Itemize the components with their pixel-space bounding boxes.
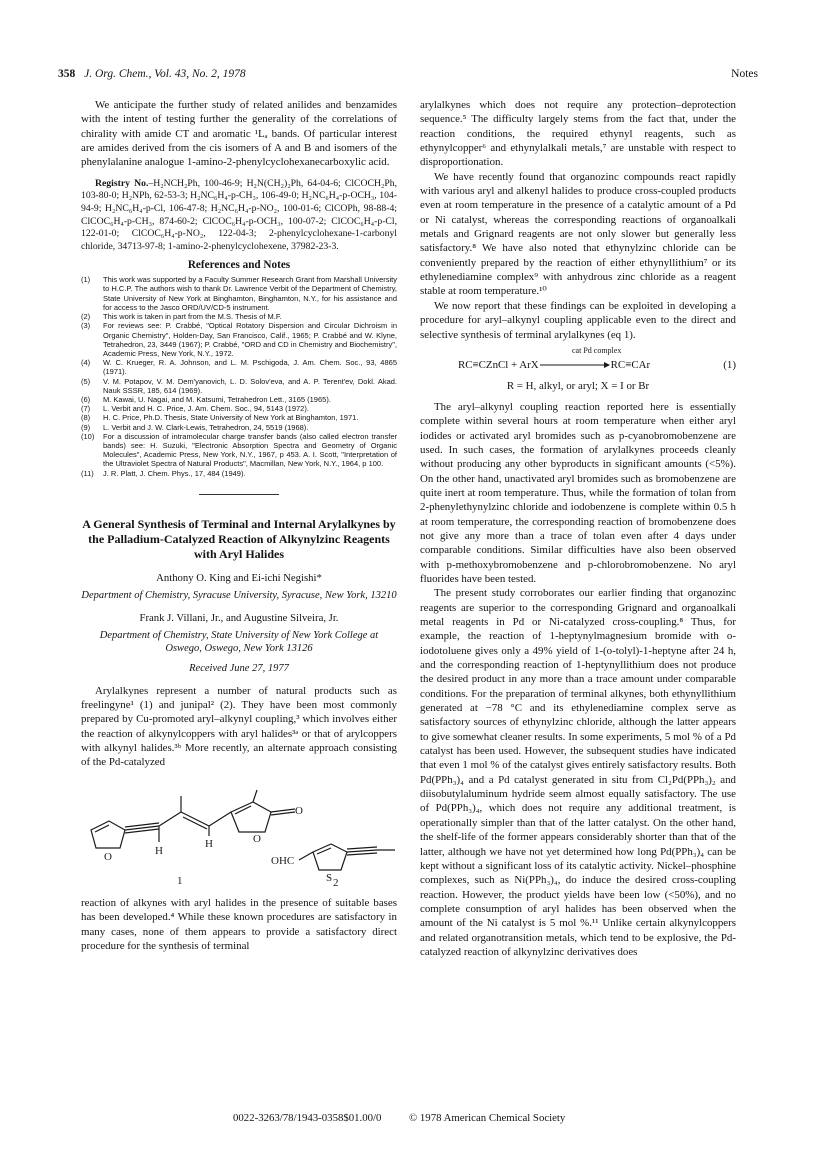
registry-text: –H₂NCH₂Ph, 100-46-9; H₂N(CH₂)₂Ph, 64-04-6; ClCOCH₂Ph, 103-80-0; H₂NPh, 62-53-3; H₂NC₆H₄-p-CH₃, 106-49-0; H₂NC₆H₄-p-OCH₃, 104-94-9; H₂NC₆H₄-p-Cl, 106-47-8; H₂NC₆H₄-p-NO₂, 100-01-6; ClCOPh, 98-88-4; ClCOC₆H₄-p-CH₃, 874-60-2; ClCOC₆H₄-p-OCH₃, 100-07-2; ClCOC₆H₄-p-Cl, 122-01-0; ClCOC₆H₄-p-NO₂, 122-04-3; 2-phenylcyclohexane-1-carbonyl chloride, 34713-97-8; 1-amino-2-phenylcyclohexene, 37982-23-3. [81,177,397,252]
alkene-bond [159,812,181,826]
ring-methyl [253,790,257,802]
equation-1 [420,344,736,378]
reference-item: (9) L. Verbit and J. W. Clark-Lewis, Tetrahedron, 24, 5519 (1968). [81,422,309,432]
equation-conditions: R = H, alkyl, or aryl; X = I or Br [506,379,650,392]
alkyne-bond-2 [347,850,377,852]
equation-product: RC≡CAr [610,358,651,371]
compound-label-2: 2 [333,876,339,888]
compound-label-1: 1 [177,874,183,887]
equation-reactants: RC≡CZnCl + ArX [458,358,539,371]
reference-item: (8) H. C. Price, Ph.D. Thesis, State University of New York at Binghamton, 1971. [81,413,359,423]
reference-item: (5) V. M. Potapov, V. M. Dem'yanovich, L. D. Solov'eva, and A. P. Terent'ev, Dokl. Akad. Nauk SSSR, 185, 614 (1969). [81,376,397,395]
article-divider [199,494,279,495]
running-header [58,68,758,84]
references-list [81,275,397,477]
reference-item: (3) For reviews see: P. Crabbé, "Optical Rotatory Dispersion and Circular Dichroism in Organic Chemistry", Holden-Day, San Francisco, Calif., 1965; P. Crabbé and W. Klyne, Tetrahedron, 23, 3449 (1967); P. Crabbé, "ORD and CD in Chemistry and Biochemistry", Academic Press, New York, N.Y., 1972. [81,321,397,358]
body-paragraph: The present study corroborates our earlier finding that organozinc reagents are superior to the corresponding Grignard and organoalkali metal reagents in Pd or Ni-catalyzed cross-coupling.⁸ Thus, for example, the reaction of 1-heptynylmagnesium bromide with o-iodotoluene gives only a 49% yield of 1-(o-tolyl)-1-heptyne after 24 h, and the corresponding reaction of 1-heptynyllithium does not produce the desired product in any more than a trace amount under comparable conditions. For the preparation of terminal alkynes, both ethynyllithium generated at −78 °C and its ethylenediamine complex serve as satisfactory sources of ethynylzinc chloride, although the latter appears to give somewhat cleaner results. In some experiments, 5 mol % of a Pd catalyst has been used. However, the subsequent studies have indicated that even 1 mol % of the catalyst gives entirely satisfactory results. Both Pd(PPh₃)₄ and a Pd catalyst generated in situ from Cl₂Pd(PPh₃)₂ and diisobutylaluminum hydride seem almost equally satisfactory. The use of Pd(PPh₃)₄, which does not require any additional treatment, is operationally simpler than that of the latter catalyst. On the other hand, the shelf-life of the former appears considerably shorter than that of the latter, although we have not yet determined how long Pd(PPh₃)₄ can be kept without a significant loss of its catalytic activity. Nickel–phosphine complexes, such as Ni(PPh₃)₄, do induce the desired cross-coupling reaction. However, the product yields have been low (<50%), and no complete consumption of aryl halides has been observed when the amount of the Ni catalyst is 5 mol %.¹¹ Unlike certain alkynylcoppers and related organotransition metals, which tend to be explosive, the Pd-catalyzed reaction of alkynylzinc derivatives does [420,587,736,958]
header-left [58,68,246,80]
carbonyl-bond [271,809,295,812]
equation-number: (1) [723,358,736,371]
reference-item: (2) This work is taken in part from the M.S. Thesis of M.F. [81,312,282,322]
right-column [420,98,736,959]
references-heading: References and Notes [187,259,291,272]
registry-numbers [81,178,397,254]
lactone-oxygen-label: O [253,832,261,845]
equation-body [458,358,650,372]
article-title: A General Synthesis of Terminal and Internal Arylalkynes by the Palladium-Catalyzed Reaction of Alkynylzinc Reagents with Aryl Halides [82,516,396,561]
furan-double-bond [95,825,109,832]
reference-item: (10) For a discussion of intramolecular charge transfer bands (also called electron transfer bands) see: H. Suzuki, "Electronic Absorption Spectra and Geometry of Organic Molecules", Academic Press, New York, N.Y., 1967, p 453. A. I. Scott, "Interpretation of the Ultraviolet Spectra of Natural Products", Macmillan, New York, N.Y., 1964, p 100. [81,431,397,469]
reference-item: (1) This work was supported by a Faculty Summer Research Grant from Marshall University to H.C.P. The authors wish to thank Dr. Lawrence Verbit of the Department of Chemistry, State University of New York at Binghamton, Binghamton, N.Y., for his assistance and for access to the Jasco ORD/UV/CD-5 instrument. [81,275,397,312]
affiliation-secondary: Department of Chemistry, State University of New York College at Oswego, Oswego, New York 13126 [99,629,379,654]
hydrogen-label-1: H [155,844,163,857]
authors-secondary: Frank J. Villani, Jr., and Augustine Silveira, Jr. [139,611,339,624]
structure-diagram [81,776,397,888]
body-paragraph: We now report that these findings can be exploited in developing a procedure for aryl–alkynyl coupling applicable even to the direct and selective synthesis of terminal arylalkynes (eq 1). [420,299,736,341]
continued-paragraph: arylalkynes which does not require any protection–deprotection sequence.⁵ The difficulty largely stems from the fact that, under the reaction conditions, the required ethynyl reagents, such as ethynylcopper⁶ and ethynylalkali metals,⁷ are unstable with respect to disproportionation. [420,99,736,169]
continued-paragraph: reaction of alkynes with aryl halides in the presence of suitable bases has been developed.⁴ While these known procedures are satisfactory in many cases, none of them appears to provide a satisfactory direct procedure for the synthesis of terminal [81,896,397,952]
left-column [81,98,397,953]
reference-item: (7) L. Verbit and H. C. Price, J. Am. Chem. Soc., 94, 5143 (1972). [81,404,309,414]
reaction-arrow-icon [540,360,610,370]
section-label: Notes [731,68,758,80]
reference-item: (11) J. R. Platt, J. Chem. Phys., 17, 484 (1949). [81,468,246,478]
affiliation-primary: Department of Chemistry, Syracuse University, Syracuse, New York, 13210 [81,589,397,601]
authors-primary: Anthony O. King and Ei-ichi Negishi* [156,571,322,584]
sulfur-label: S [326,871,333,884]
furan-oxygen-label: O [104,850,112,863]
intro-paragraph: Arylalkynes represent a number of natural products such as freelingyne¹ (1) and junipal² (2). They have been most commonly prepared by Cu-promoted aryl–alkynyl coupling,³ which involves either the reaction of alkynylcoppers with aryl halides³ᵃ or that of arylcoppers with alkynyl halides.³ᵇ More recently, an alternate approach consisting of the Pd-catalyzed [81,684,397,769]
article-code: 0022-3263/78/1943-0358$01.00/0 [233,1112,382,1124]
body-paragraph: We have recently found that organozinc compounds react rapidly with various aryl and alkenyl halides to produce cross-coupled products even at room temperature in the presence of a catalytic amount of a Pd or Ni catalyst, whereas the corresponding reactions of organoalkali metals and Grignard reagents are not only slower but generally less satisfactory.⁸ We have also noted that ethynylzinc chloride can be conveniently prepared by the reaction of either ethynyllithium⁷ or its ethylenediamine complex⁹ with anhydrous zinc chloride as a reagent stable at room temperature.¹⁰ [420,170,736,298]
reference-item: (4) W. C. Krueger, R. A. Johnson, and L. M. Pschigoda, J. Am. Chem. Soc., 93, 4865 (1971). [81,358,397,377]
copyright-notice: © 1978 American Chemical Society [409,1112,566,1124]
journal-citation: J. Org. Chem., Vol. 43, No. 2, 1978 [84,68,246,80]
registry-label: Registry No. [95,177,149,189]
equation-catalyst-label: cat Pd complex [572,345,622,355]
carbonyl-oxygen-label: O [295,804,303,817]
page-number: 358 [58,68,76,80]
closing-paragraph: We anticipate the further study of related anilides and benzamides with the intent of testing further the generality of the correlations of chirality with amide CT and aromatic ¹Lₐ bands. Of particular interest are amides derived from the cis isomers of A and B and isomers of the phenylalanine analogue 1-amino-2-phenylcyclohexanecarboxylic acid. [81,99,397,169]
received-date: Received June 27, 1977 [189,662,289,674]
aldehyde-label: OHC [271,854,295,867]
structures-figure [81,776,397,888]
hydrogen-label-2: H [205,837,213,850]
body-paragraph: The aryl–alkynyl coupling reaction reported here is essentially complete within several hours at room temperature when either aryl iodides or activated aryl bromides such as p-cyanobromobenzene are used. In such cases, the formation of arylalkynes proceeds cleanly without producing any other byproducts in significant amounts (<5%). On the other hand, unactivated aryl bromides such as bromobenzene are quite inert at room temperature. Thus, while the formation of tolan from 2-phenylethynylzinc chloride and iodobenzene is complete within 0.5 h at room temperature, the corresponding reaction of bromobenzene does not give any more than a trace of tolan even after 4 days under comparable conditions. Similar difficulties have also been observed with p-methoxybromobenzene and p-chlorobromobenzene. No aryl fluorides have been tested. [420,400,736,585]
reference-item: (6) M. Kawai, U. Nagai, and M. Katsumi, Tetrahedron Lett., 3165 (1965). [81,394,331,404]
